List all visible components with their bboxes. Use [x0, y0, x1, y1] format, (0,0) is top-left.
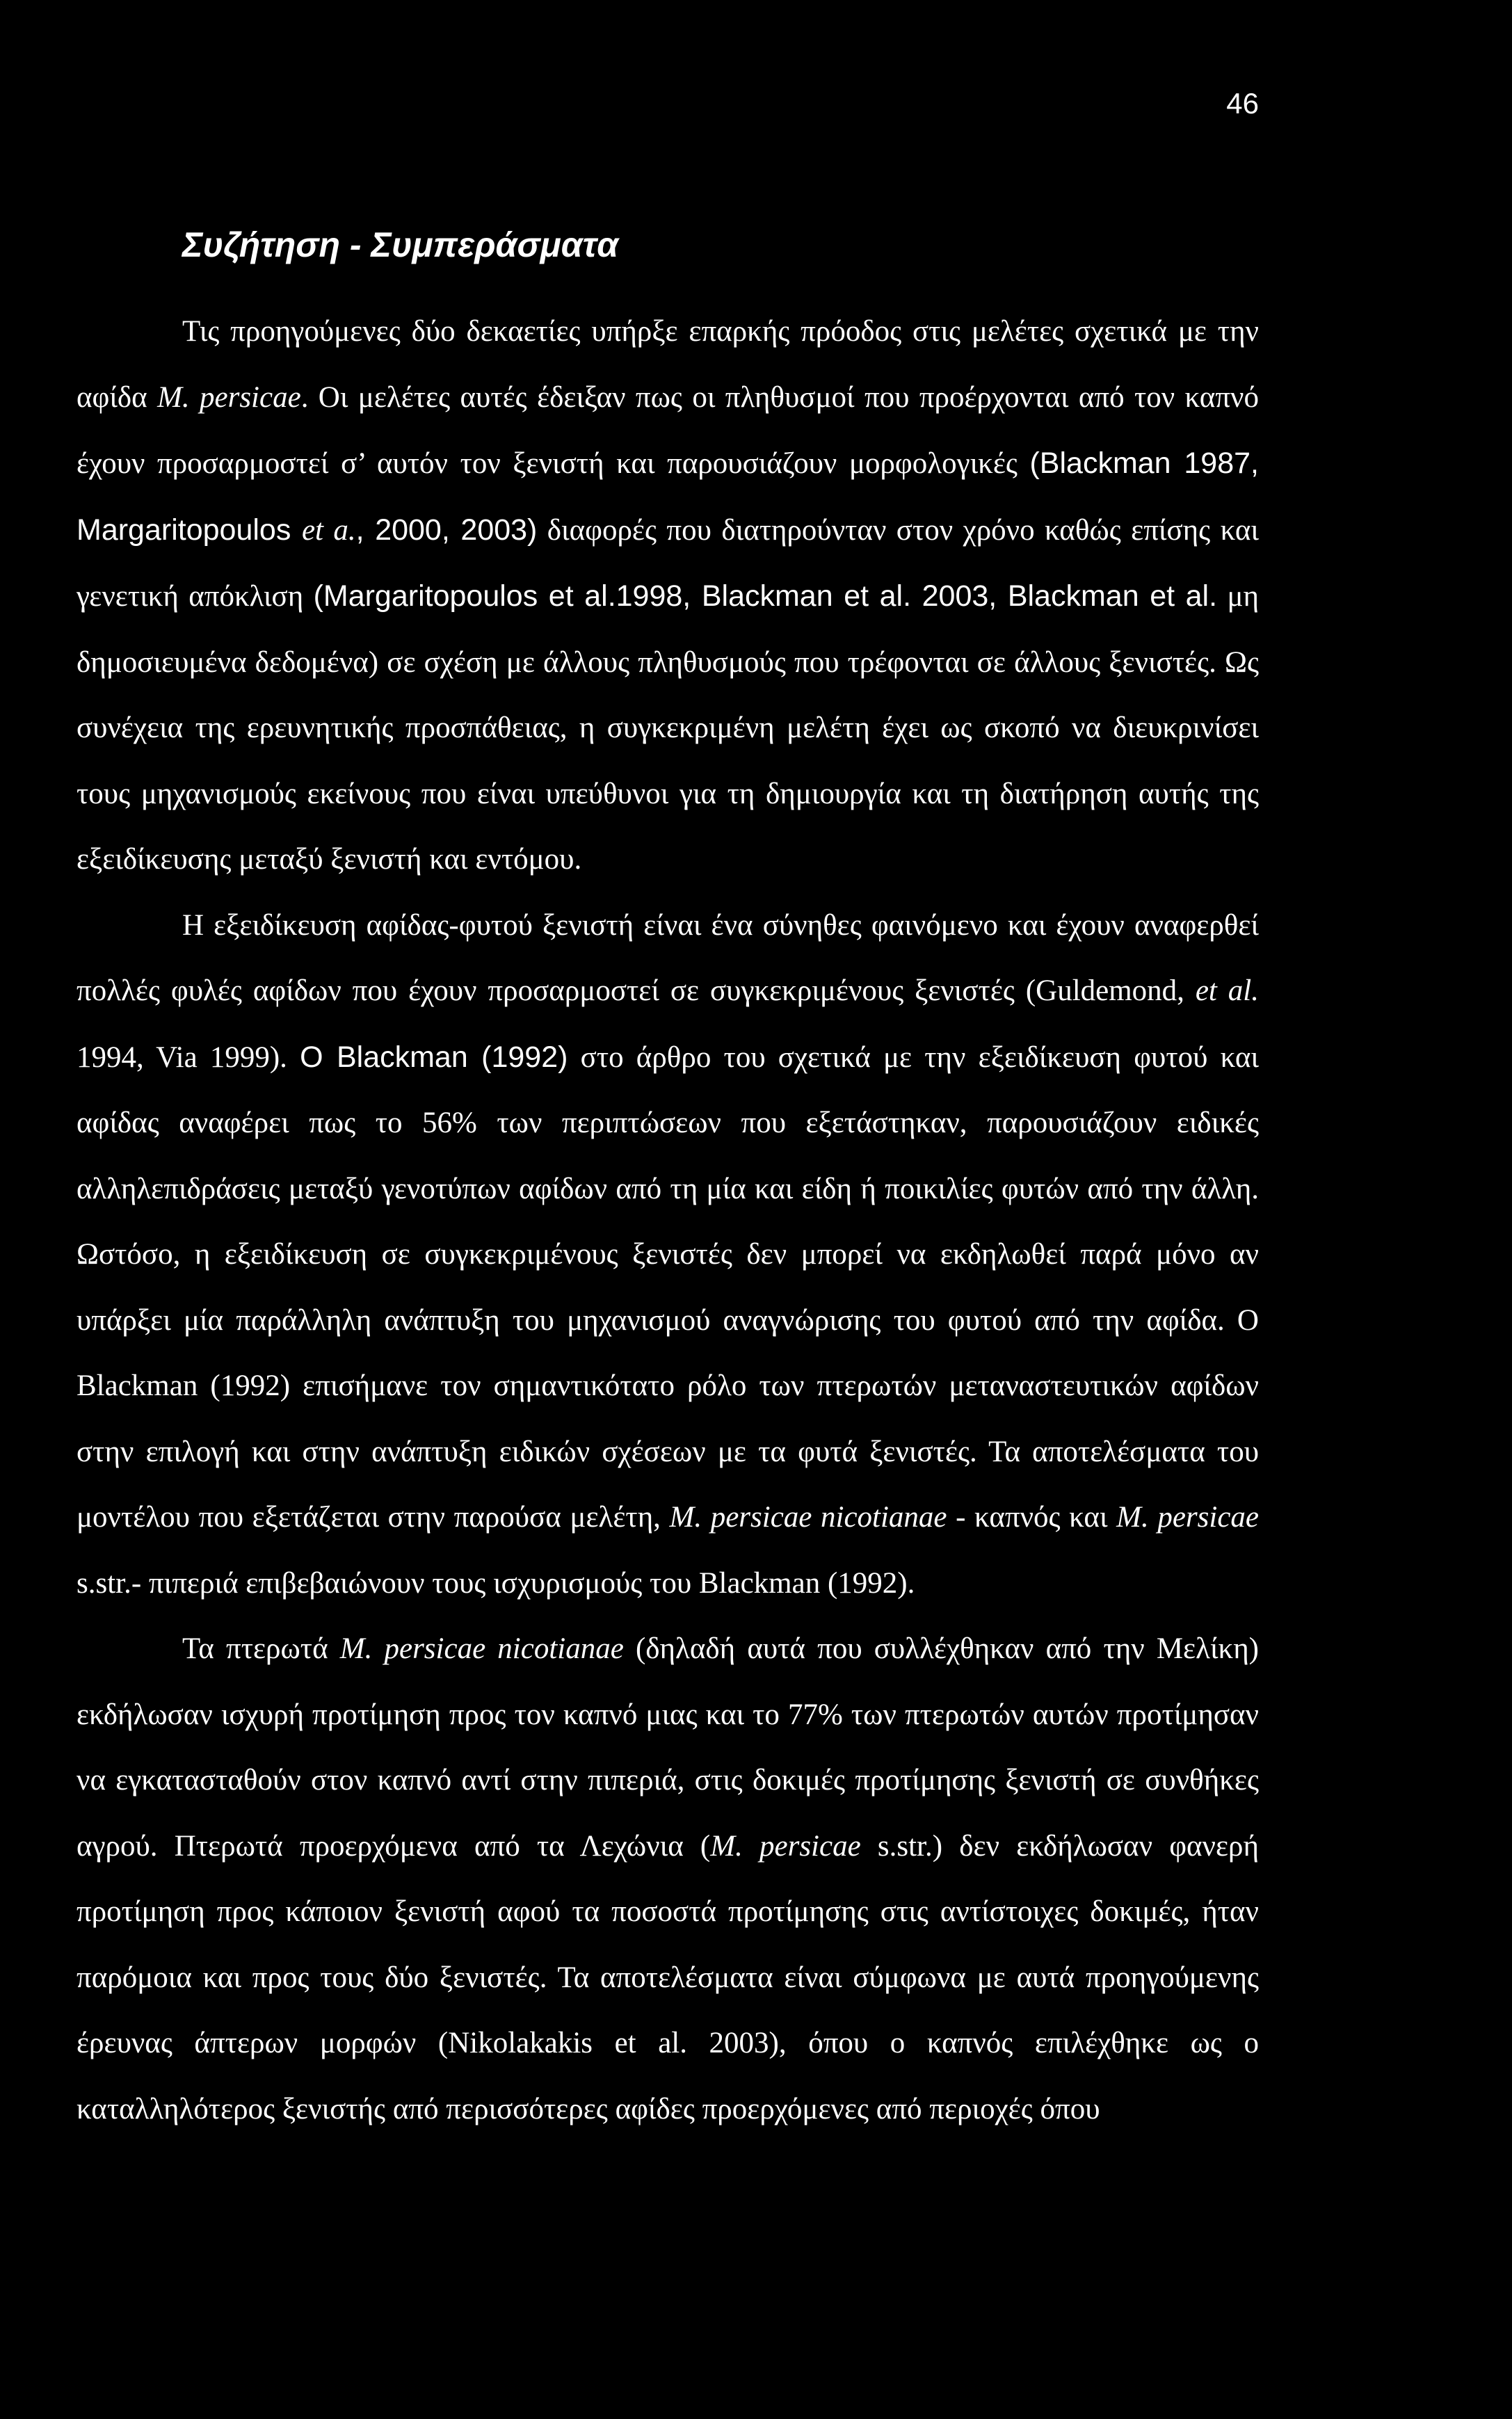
page-number: 46 — [1226, 87, 1259, 120]
body-text — [77, 299, 1259, 2142]
section-heading: Συζήτηση - Συμπεράσματα — [182, 225, 619, 264]
paragraph-2: Η εξειδίκευση αφίδας-φυτού ξενιστή είναι ένα σύνηθες φαινόμενο και έχουν αναφερθεί πολλές φυλές αφίδων που έχουν προσαρμοστεί σε συγκεκριμένους ξενιστές (Guldemond, et al. 1994, Via 1999). Ο Blackman (1992) στο άρθρο του σχετικά με την εξειδίκευση φυτού και αφίδας αναφέρει πως το 56% των περιπτώσεων που εξετάστηκαν, παρουσιάζουν ειδικές αλληλεπιδράσεις μεταξύ γενοτύπων αφίδων από τη μία και είδη ή ποικιλίες φυτών από την άλλη. Ωστόσο, η εξειδίκευση σε συγκεκριμένους ξενιστές δεν μπορεί να εκδηλωθεί παρά μόνο αν υπάρξει μία παράλληλη ανάπτυξη του μηχανισμού αναγνώρισης του φυτού από την αφίδα. Ο Blackman (1992) επισήμανε τον σημαντικότατο ρόλο των πτερωτών μεταναστευτικών αφίδων στην επιλογή και στην ανάπτυξη ειδικών σχέσεων με τα φυτά ξενιστές. Τα αποτελέσματα του μοντέλου που εξετάζεται στην παρούσα μελέτη, M. persicae nicotianae - καπνός και M. persicae s.str.- πιπεριά επιβεβαιώνουν τους ισχυρισμούς του Blackman (1992). — [77, 908, 1259, 1600]
paragraph-1: Τις προηγούμενες δύο δεκαετίες υπήρξε επαρκής πρόοδος στις μελέτες σχετικά με την αφίδα M. persicae. Οι μελέτες αυτές έδειξαν πως οι πληθυσμοί που προέρχονται από τον καπνό έχουν προσαρμοστεί σ’ αυτόν τον ξενιστή και παρουσιάζουν μορφολογικές (Blackman 1987, Margaritopoulos et a., 2000, 2003) διαφορές που διατηρούνταν στον χρόνο καθώς επίσης και γενετική απόκλιση (Margaritopoulos et al.1998, Blackman et al. 2003, Blackman et al. μη δημοσιευμένα δεδομένα) σε σχέση με άλλους πληθυσμούς που τρέφονται σε άλλους ξενιστές. Ως συνέχεια της ερευνητικής προσπάθειας, η συγκεκριμένη μελέτη έχει ως σκοπό να διευκρινίσει τους μηχανισμούς εκείνους που είναι υπεύθυνοι για τη δημιουργία και τη διατήρηση αυτής της εξειδίκευσης μεταξύ ξενιστή και εντόμου. — [77, 315, 1259, 876]
paragraph-3: Τα πτερωτά M. persicae nicotianae (δηλαδή αυτά που συλλέχθηκαν από την Μελίκη) εκδήλωσαν ισχυρή προτίμηση προς τον καπνό μιας και το 77% των πτερωτών αυτών προτίμησαν να εγκατασταθούν στον καπνό αντί στην πιπεριά, στις δοκιμές προτίμησης ξενιστή σε συνθήκες αγρού. Πτερωτά προερχόμενα από τα Λεχώνια (M. persicae s.str.) δεν εκδήλωσαν φανερή προτίμηση προς κάποιον ξενιστή αφού τα ποσοστά προτίμησης στις αντίστοιχες δοκιμές, ήταν παρόμοια και προς τους δύο ξενιστές. Τα αποτελέσματα είναι σύμφωνα με αυτά προηγούμενης έρευνας άπτερων μορφών (Nikolakakis et al. 2003), όπου ο καπνός επιλέχθηκε ως ο καταλληλότερος ξενιστής από περισσότερες αφίδες προερχόμενες από περιοχές όπου — [77, 1632, 1260, 2125]
